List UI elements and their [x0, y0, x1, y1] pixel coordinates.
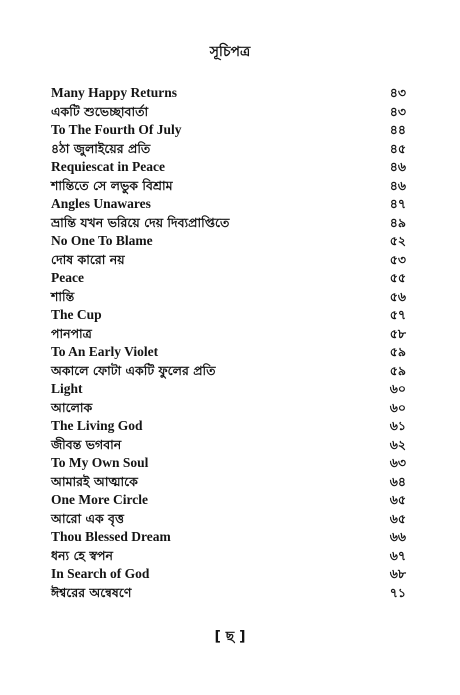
- toc-entry-page: ৬৫: [389, 510, 406, 526]
- toc-entry-title: Thou Blessed Dream: [51, 529, 171, 544]
- toc-entry: [51, 140, 406, 159]
- toc-entry-title: একটি শুভেচ্ছাবার্তা: [51, 103, 149, 119]
- toc-entry: [51, 417, 406, 436]
- toc-entry-title: Angles Unawares: [51, 196, 151, 211]
- toc-entry-page: ৬২: [389, 436, 406, 452]
- toc-entry: [51, 288, 406, 307]
- toc-entry-title: The Cup: [51, 307, 102, 322]
- toc-entry-page: ৫২: [389, 233, 406, 248]
- toc-entry-page: ৪৭: [389, 196, 406, 211]
- toc-entry: [51, 84, 406, 103]
- toc-entry: [51, 565, 406, 584]
- toc-entry-title: পানপাত্র: [51, 325, 92, 341]
- toc-entry: [51, 454, 406, 473]
- toc-entry-title: আলোক: [51, 399, 93, 415]
- toc-entry: [51, 528, 406, 547]
- toc-entry: [51, 399, 406, 418]
- toc-entry: [51, 491, 406, 510]
- toc-entry: [51, 343, 406, 362]
- toc-entry: [51, 306, 406, 325]
- toc-entry: [51, 121, 406, 140]
- toc-entry-page: ৫৯: [389, 362, 406, 378]
- toc-entry: [51, 362, 406, 381]
- toc-entry-page: ৬৭: [389, 547, 406, 563]
- toc-entry-title: ভ্রান্তি যখন ভরিয়ে দেয় দিব্যপ্রাপ্তিতে: [51, 214, 230, 230]
- toc-entry-title: দোষ কারো নয়: [51, 251, 125, 267]
- table-of-contents: [51, 84, 406, 602]
- toc-entry-page: ৬৬: [389, 529, 406, 544]
- toc-entry-page: ৭১: [389, 584, 406, 600]
- toc-entry: [51, 325, 406, 344]
- toc-entry-title: Requiescat in Peace: [51, 159, 165, 174]
- toc-entry-page: ৫৫: [389, 270, 406, 285]
- toc-entry: [51, 214, 406, 233]
- toc-entry: [51, 436, 406, 455]
- toc-entry-page: ৪৩: [389, 103, 406, 119]
- toc-entry-page: ৪৬: [389, 177, 406, 193]
- toc-entry: [51, 177, 406, 196]
- toc-entry-title: অকালে ফোটা একটি ফুলের প্রতি: [51, 362, 216, 378]
- toc-entry: [51, 158, 406, 177]
- toc-entry: [51, 380, 406, 399]
- toc-entry: [51, 251, 406, 270]
- toc-entry-title: ৪ঠা জুলাইয়ের প্রতি: [51, 140, 151, 156]
- toc-entry-page: ৪৫: [389, 140, 406, 156]
- toc-entry: [51, 584, 406, 603]
- toc-entry-page: ৪৩: [389, 85, 406, 100]
- toc-entry-title: Peace: [51, 270, 84, 285]
- toc-entry-page: ৫৭: [389, 307, 406, 322]
- toc-entry-title: The Living God: [51, 418, 143, 433]
- toc-entry-page: ৪৪: [389, 122, 406, 137]
- page-title: সূচিপত্র: [209, 44, 251, 60]
- toc-entry-title: আমারই আত্মাকে: [51, 473, 138, 489]
- toc-entry-title: শান্তি: [51, 288, 75, 304]
- toc-entry: [51, 103, 406, 122]
- toc-entry: [51, 195, 406, 214]
- toc-entry-title: শান্তিতে সে লভুক বিশ্রাম: [51, 177, 173, 193]
- toc-entry-title: In Search of God: [51, 566, 150, 581]
- toc-entry-page: ৫৮: [389, 325, 406, 341]
- toc-entry: [51, 232, 406, 251]
- toc-entry-title: To My Own Soul: [51, 455, 149, 470]
- toc-entry: [51, 473, 406, 492]
- toc-entry-title: One More Circle: [51, 492, 148, 507]
- toc-entry-page: ৫৯: [389, 344, 406, 359]
- toc-entry-page: ৬৪: [389, 473, 406, 489]
- toc-entry-page: ৬৮: [389, 566, 406, 581]
- toc-entry-page: ৬১: [389, 418, 406, 433]
- toc-entry-page: ৬৫: [389, 492, 406, 507]
- toc-entry-title: ঈশ্বরের অন্বেষণে: [51, 584, 132, 600]
- toc-entry-title: ধন্য হে স্বপন: [51, 547, 113, 563]
- toc-entry-title: No One To Blame: [51, 233, 153, 248]
- toc-entry-page: ৫৩: [389, 251, 406, 267]
- toc-entry: [51, 269, 406, 288]
- toc-entry: [51, 510, 406, 529]
- page-folio: [ ছ ]: [214, 629, 246, 645]
- toc-entry: [51, 547, 406, 566]
- toc-entry-title: To The Fourth Of July: [51, 122, 182, 137]
- toc-entry-page: ৪৬: [389, 159, 406, 174]
- toc-entry-page: ৬০: [389, 399, 406, 415]
- toc-entry-title: Light: [51, 381, 83, 396]
- toc-entry-title: To An Early Violet: [51, 344, 159, 359]
- toc-entry-page: ৬৩: [389, 455, 406, 470]
- toc-entry-page: ৪৯: [389, 214, 406, 230]
- toc-entry-title: Many Happy Returns: [51, 85, 178, 100]
- toc-entry-page: ৬০: [389, 381, 406, 396]
- toc-entry-title: আরো এক বৃত্ত: [51, 510, 124, 526]
- toc-entry-page: ৫৬: [389, 288, 406, 304]
- toc-entry-title: জীবন্ত ভগবান: [51, 436, 122, 452]
